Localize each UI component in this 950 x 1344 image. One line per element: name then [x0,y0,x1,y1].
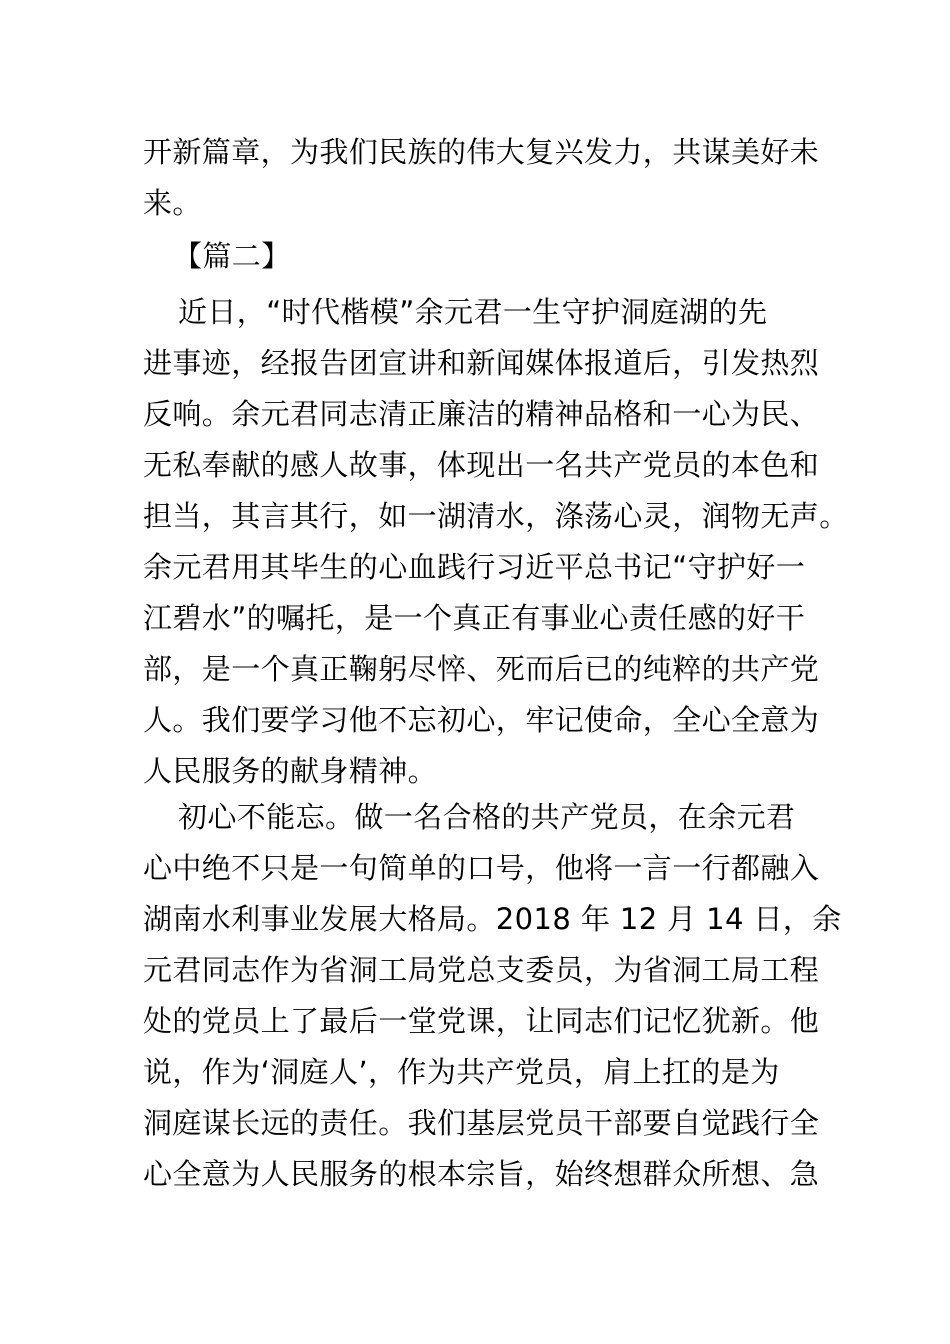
paragraph-1 [143,287,849,797]
continuation-paragraph [143,127,820,229]
text-line: 人民服务的献身精神。 [143,754,438,788]
text-line: 无私奉献的感人故事，体现出一名共产党员的本色和 [143,448,820,482]
text-line: 余元君用其毕生的心血践行习近平总书记“守护好一 [143,550,806,584]
text-line: 反响。余元君同志清正廉洁的精神品格和一心为民、 [143,397,820,431]
text-line: 心中绝不只是一句简单的口号，他将一言一行都融入 [143,851,820,885]
text-line: 部，是一个真正鞠躬尽悴、死而后已的纯粹的共产党 [143,652,820,686]
text-line: 初心不能忘。做一名合格的共产党员，在余元君 [178,800,796,834]
text-line: 近日，“时代楷模”余元君一生守护洞庭湖的先 [178,295,768,329]
text-line: 进事迹，经报告团宣讲和新闻媒体报道后，引发热烈 [143,346,820,380]
text-line: 江碧水”的嘱托，是一个真正有事业心责任感的好干 [143,601,806,635]
text-line: 湖南水利事业发展大格局。2018 年 12 月 14 日，余 [143,902,842,936]
section-heading-block [143,231,813,282]
text-line: 心全意为人民服务的根本宗旨，始终想群众所想、急 [143,1157,820,1191]
text-line: 说，作为‘洞庭人’，作为共产党员，肩上扛的是为 [143,1055,780,1089]
paragraph-2 [143,792,842,1200]
text-line: 元君同志作为省洞工局党总支委员，为省洞工局工程 [143,953,820,987]
section-heading: 【篇二】 [173,239,291,273]
text-line: 来。 [143,186,202,220]
text-line: 人。我们要学习他不忘初心，牢记使命，全心全意为 [143,703,820,737]
text-line: 洞庭谋长远的责任。我们基层党员干部要自觉践行全 [143,1106,820,1140]
text-line: 处的党员上了最后一堂党课，让同志们记忆犹新。他 [143,1004,820,1038]
text-line: 开新篇章，为我们民族的伟大复兴发力，共谋美好未 [143,135,820,169]
text-line: 担当，其言其行，如一湖清水，涤荡心灵，润物无声。 [143,499,849,533]
